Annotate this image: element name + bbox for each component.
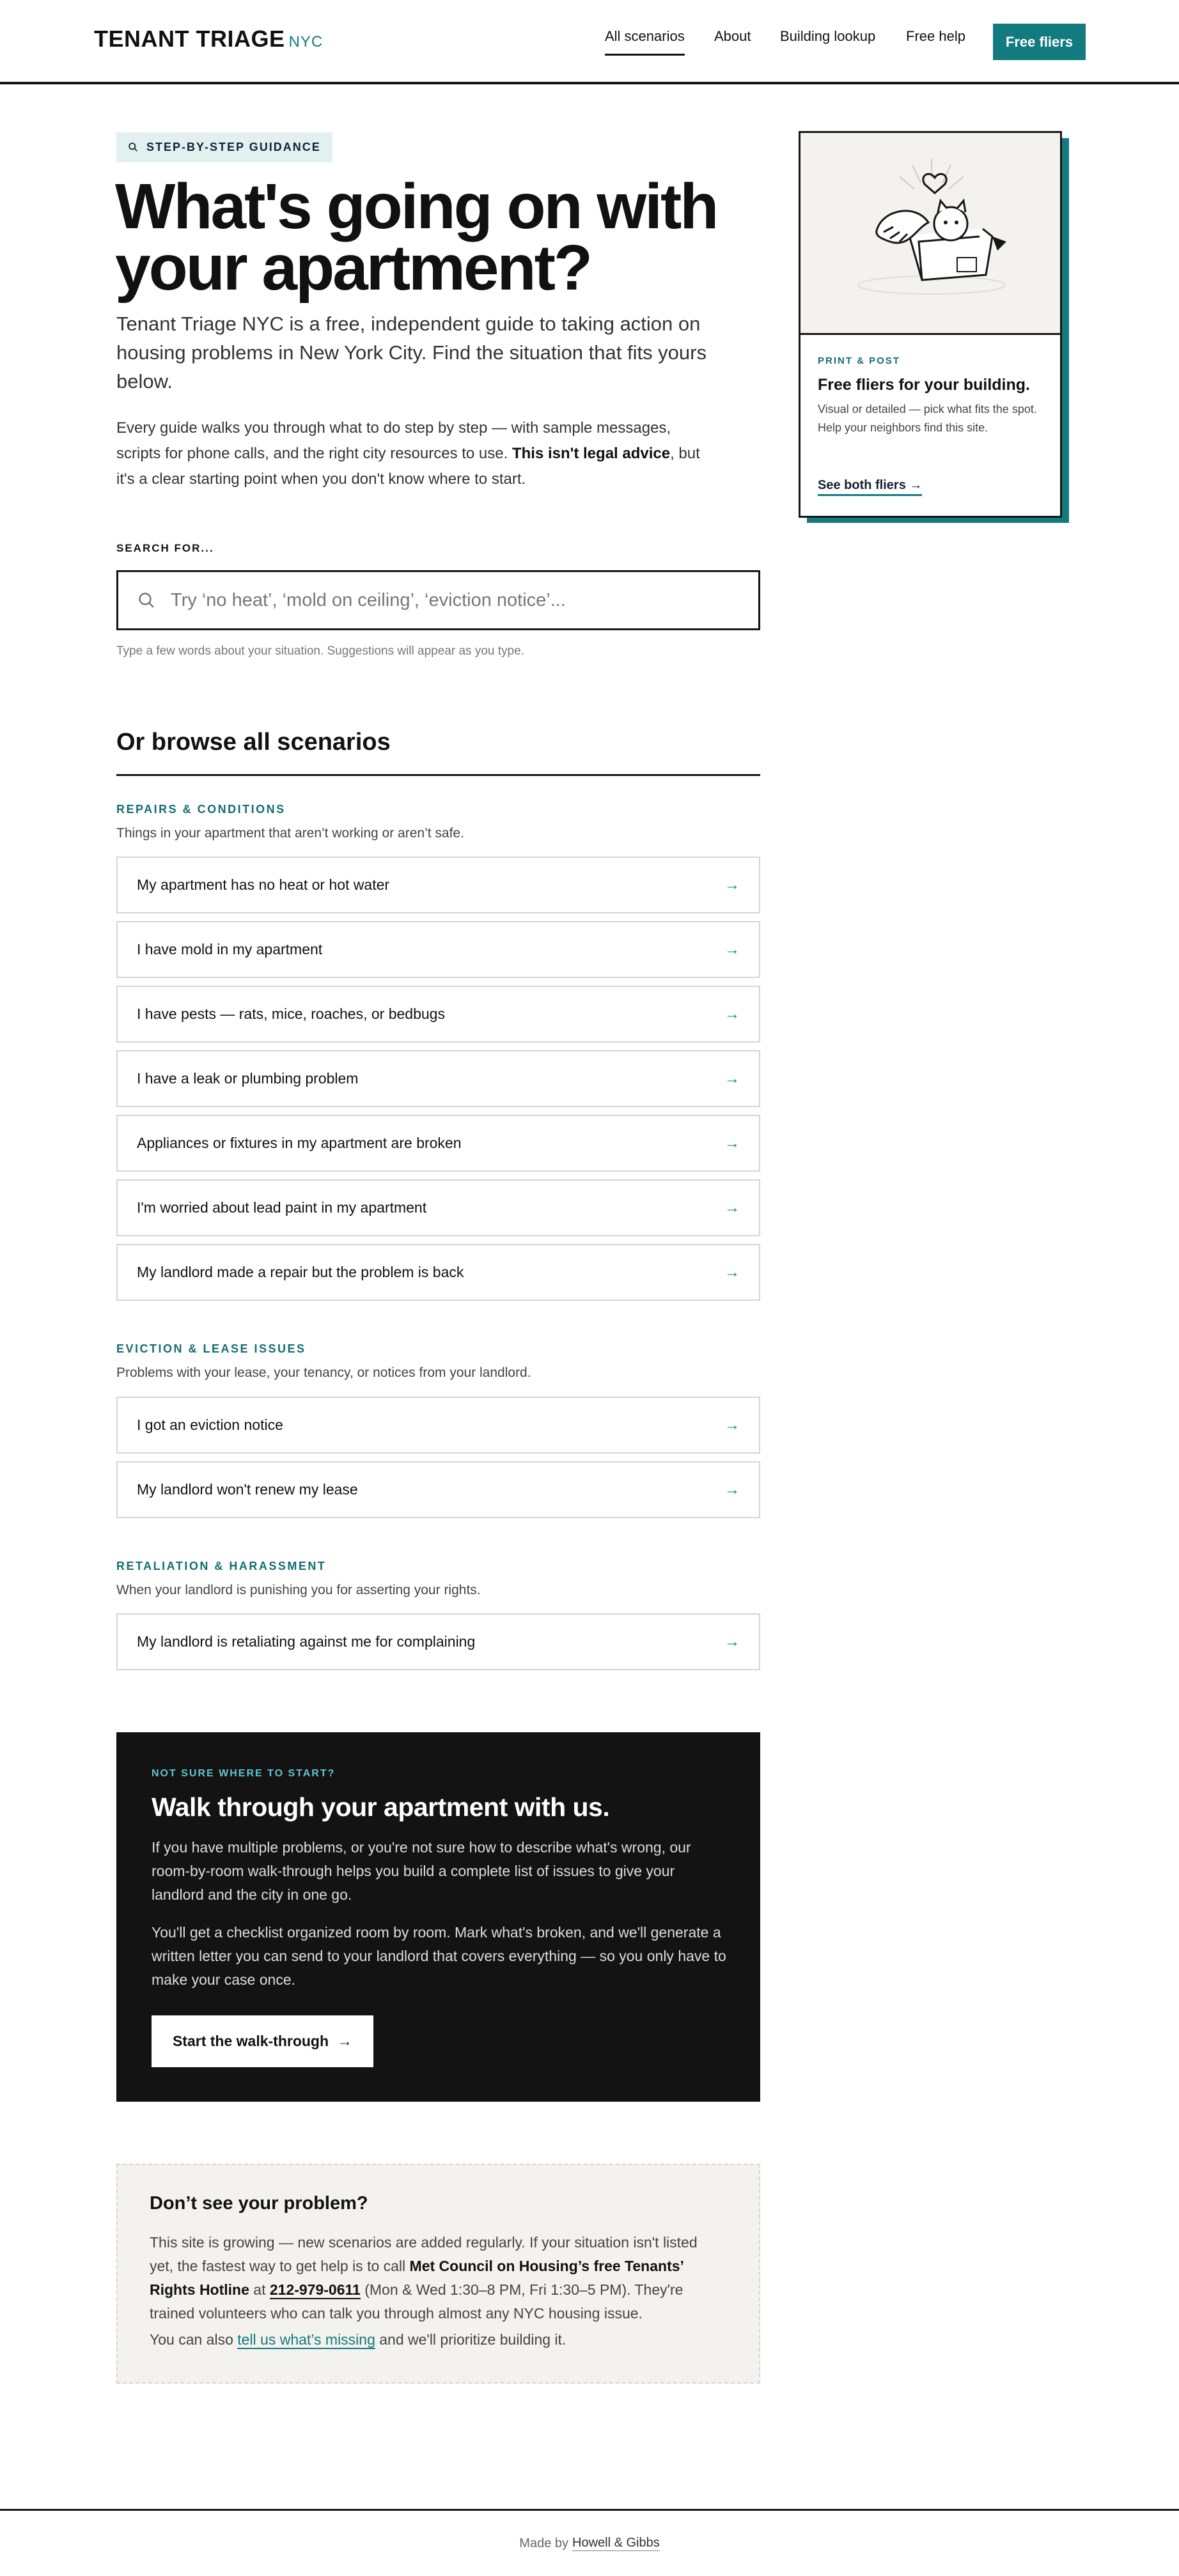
- nav-all-scenarios[interactable]: All scenarios: [605, 28, 685, 56]
- tell-us-missing-link[interactable]: tell us what’s missing: [237, 2331, 375, 2348]
- cat-in-box-icon: [839, 152, 1024, 312]
- search-hint: Type a few words about your situation. Suggestions will appear as you type.: [116, 644, 524, 658]
- scenario-label: My landlord is retaliating against me for complaining: [137, 1633, 476, 1650]
- scenario-label: My apartment has no heat or hot water: [137, 876, 390, 893]
- scenario-card[interactable]: [116, 1050, 760, 1107]
- scenario-label: My landlord made a repair but the problem is back: [137, 1264, 464, 1280]
- legal-disclaimer: This isn't legal advice: [511, 445, 671, 462]
- arrow-right-icon: →: [724, 1416, 740, 1434]
- brand-suffix: NYC: [288, 33, 324, 50]
- search-icon: [137, 591, 155, 609]
- category-title-eviction: EVICTION & LEASE ISSUES: [116, 1342, 306, 1355]
- category-title-repairs: REPAIRS & CONDITIONS: [116, 803, 286, 816]
- arrow-right-icon: →: [724, 1005, 740, 1023]
- scenario-card[interactable]: [116, 857, 760, 913]
- scenario-card[interactable]: [116, 1179, 760, 1236]
- missing-paragraph: [150, 2328, 725, 2352]
- category-desc-eviction: Problems with your lease, your tenancy, or notices from your landlord.: [116, 1365, 531, 1380]
- walkthrough-paragraph: You'll get a checklist organized room by room. Mark what's broken, and we'll generate a written letter you can send to your landlord that covers everything — so you only have to make your case once.: [152, 1924, 726, 1988]
- footer-made-by: Made by: [519, 2536, 568, 2550]
- see-fliers-link[interactable]: See both fliers →: [818, 478, 922, 496]
- flier-card[interactable]: [799, 131, 1062, 518]
- site-footer: [0, 2509, 1179, 2576]
- category-title-retaliation: RETALIATION & HARASSMENT: [116, 1560, 327, 1572]
- arrow-right-icon: →: [724, 1134, 740, 1152]
- scenario-label: I got an eviction notice: [137, 1416, 283, 1433]
- scenario-label: I'm worried about lead paint in my apartment: [137, 1199, 427, 1216]
- missing-text: This site is growing — new scenarios are added regularly. If your situation isn't listed yet, the fastest way to get help is to call: [150, 2234, 698, 2274]
- nav-free-help[interactable]: Free help: [906, 28, 965, 44]
- scenario-label: I have mold in my apartment: [137, 941, 323, 958]
- scenario-card[interactable]: [116, 1613, 760, 1670]
- walkthrough-title: Walk through your apartment with us.: [152, 1792, 610, 1822]
- site-header: [0, 0, 1179, 84]
- scenario-label: My landlord won't renew my lease: [137, 1481, 358, 1498]
- flier-eyebrow: PRINT & POST: [818, 355, 901, 366]
- hero-intro: [116, 415, 711, 492]
- brand-name: TENANT TRIAGE: [94, 26, 285, 52]
- scenario-label: I have pests — rats, mice, roaches, or bedbugs: [137, 1005, 445, 1022]
- arrow-right-icon: →: [724, 1263, 740, 1281]
- intro-text-end: , but it's a clear starting point when you don't know where to start.: [116, 445, 700, 488]
- missing-problem-panel: [116, 2164, 760, 2384]
- missing-text: You can also: [150, 2331, 238, 2348]
- walkthrough-eyebrow: NOT SURE WHERE TO START?: [152, 1768, 336, 1779]
- start-walkthrough-label: Start the walk-through: [172, 2033, 329, 2049]
- arrow-right-icon: →: [724, 1633, 740, 1650]
- hotline-phone-link[interactable]: 212-979-0611: [269, 2281, 361, 2298]
- search-icon: [128, 142, 139, 153]
- flier-title: Free fliers for your building.: [818, 376, 1030, 394]
- scenario-card[interactable]: [116, 1244, 760, 1301]
- cat-in-box-illustration: [800, 133, 1060, 335]
- missing-text: (Mon & Wed 1:30–8 PM, Fri 1:30–5 PM). They're trained volunteers who can talk you through almost any NYC housing issue.: [150, 2281, 683, 2322]
- scenario-card[interactable]: [116, 986, 760, 1043]
- footer-credit-link[interactable]: Howell & Gibbs: [572, 2536, 660, 2550]
- hotline-name: Met Council on Housing’s free Tenants’ Rights Hotline: [150, 2258, 683, 2298]
- missing-paragraph: [150, 2231, 725, 2325]
- badge-label: STEP-BY-STEP GUIDANCE: [146, 141, 321, 153]
- free-fliers-button[interactable]: Free fliers: [993, 24, 1086, 60]
- page-title: What's going on with your apartment?: [115, 171, 717, 304]
- scenario-card[interactable]: [116, 1461, 760, 1518]
- walkthrough-paragraph: If you have multiple problems, or you're not sure how to describe what's wrong, our room-by-room walk-through helps you build a complete list of issues to give your landlord and the city in one go.: [152, 1839, 691, 1903]
- walkthrough-panel: [116, 1732, 760, 2102]
- category-desc-repairs: Things in your apartment that aren’t working or aren’t safe.: [116, 826, 464, 841]
- guidance-badge: [116, 132, 332, 162]
- browse-heading: Or browse all scenarios: [116, 729, 760, 776]
- arrow-right-icon: →: [724, 1069, 740, 1087]
- site-logo[interactable]: [94, 26, 323, 52]
- search-input[interactable]: [169, 589, 719, 612]
- missing-text: at: [249, 2281, 270, 2298]
- arrow-right-icon: →: [724, 940, 740, 958]
- arrow-right-icon: →: [338, 2033, 353, 2049]
- scenario-card[interactable]: [116, 1115, 760, 1172]
- scenario-card[interactable]: [116, 1397, 760, 1454]
- missing-text: and we'll prioritize building it.: [375, 2331, 566, 2348]
- missing-title: Don’t see your problem?: [150, 2193, 368, 2214]
- intro-text: Every guide walks you through what to do step by step — with sample messages, scripts for phone calls, and the right city resources to use.: [116, 419, 671, 462]
- hero-lede: Tenant Triage NYC is a free, independent guide to taking action on housing problems in New York City. Find the situation that fits yours below.: [116, 313, 707, 392]
- arrow-right-icon: →: [724, 876, 740, 894]
- arrow-right-icon: →: [724, 1199, 740, 1216]
- scenario-label: I have a leak or plumbing problem: [137, 1070, 359, 1087]
- start-walkthrough-button[interactable]: [152, 2015, 373, 2067]
- nav-building-lookup[interactable]: Building lookup: [780, 28, 876, 44]
- search-label: SEARCH FOR...: [116, 542, 214, 554]
- category-desc-retaliation: When your landlord is punishing you for asserting your rights.: [116, 1583, 481, 1597]
- search-box[interactable]: [116, 570, 760, 630]
- nav-about[interactable]: About: [714, 28, 751, 44]
- flier-description: Visual or detailed — pick what fits the spot. Help your neighbors find this site.: [818, 403, 1037, 434]
- scenario-label: Appliances or fixtures in my apartment are broken: [137, 1135, 462, 1151]
- scenario-card[interactable]: [116, 921, 760, 978]
- arrow-right-icon: →: [724, 1480, 740, 1498]
